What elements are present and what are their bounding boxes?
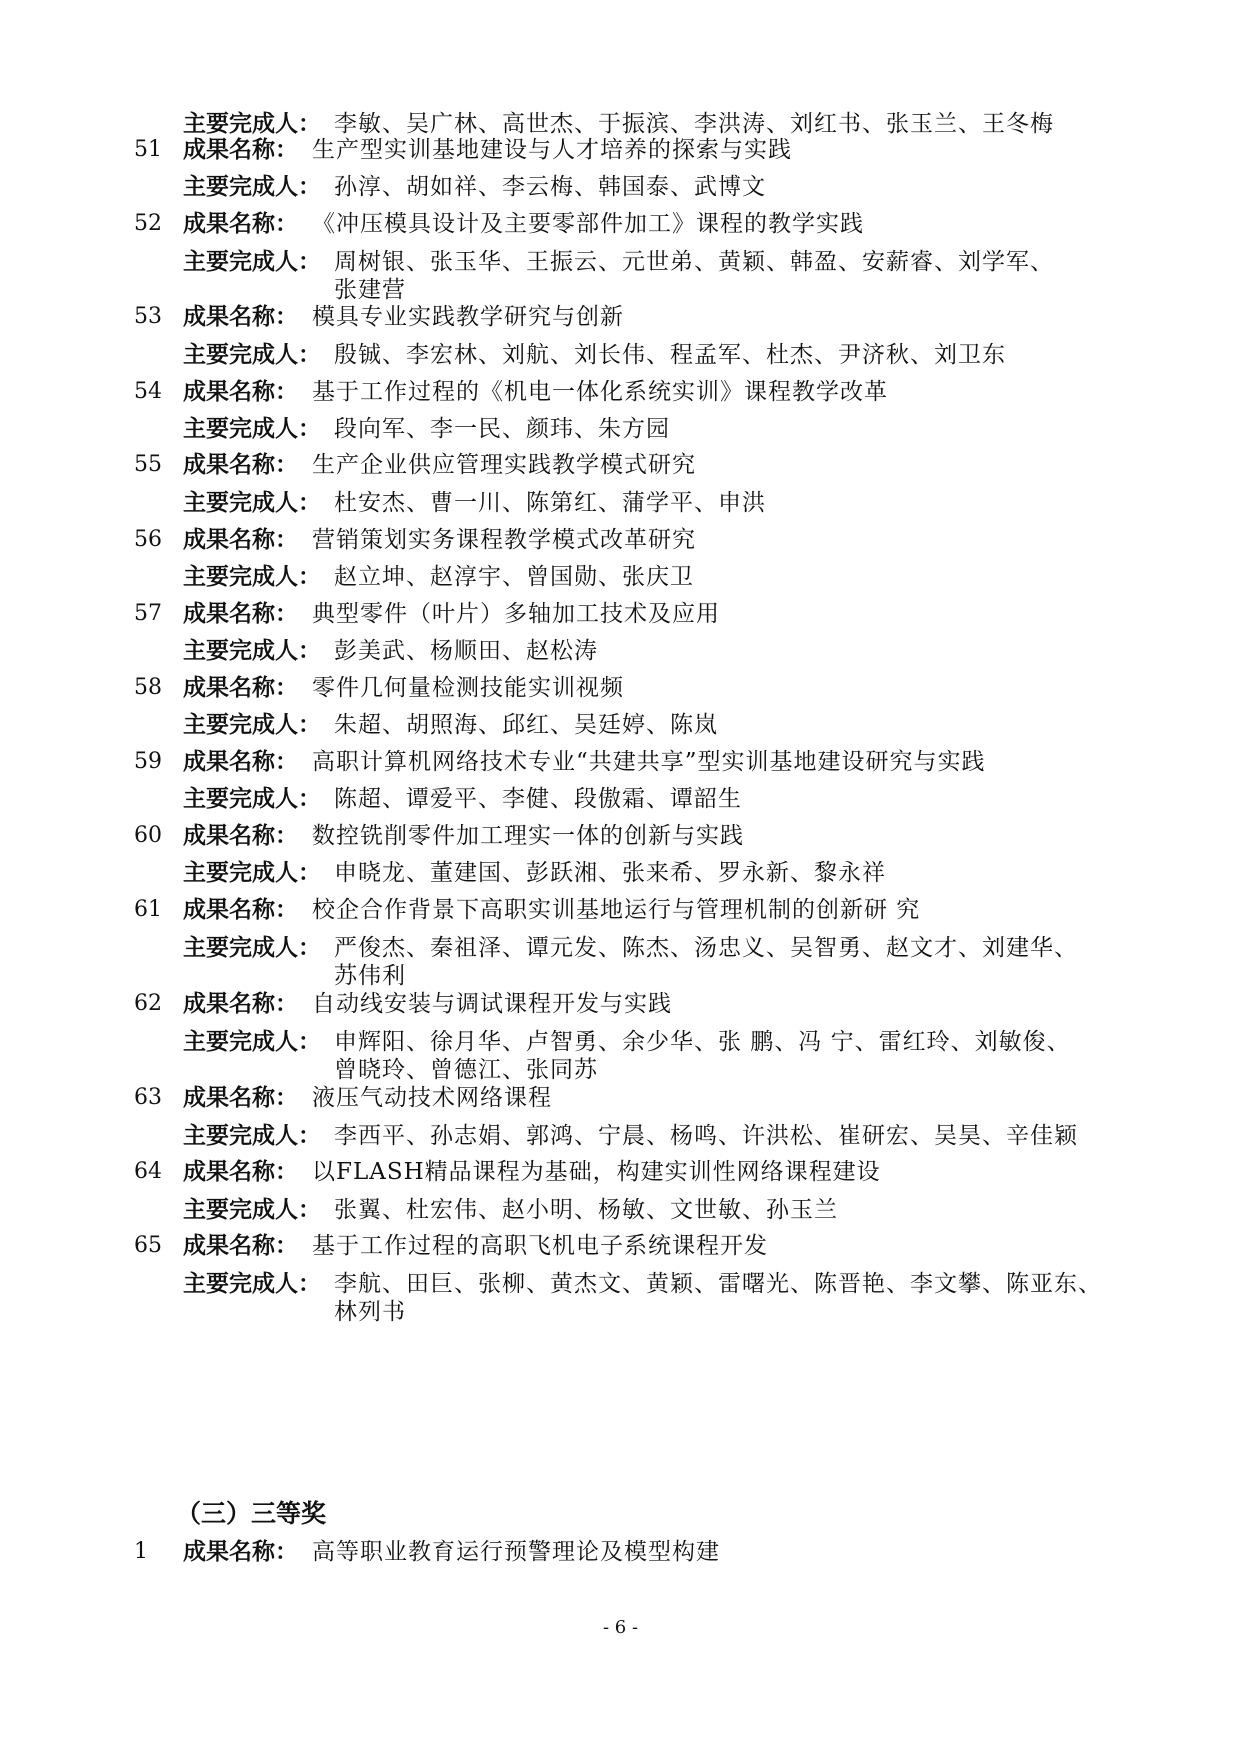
- people-continuation: 苏伟利: [334, 963, 406, 989]
- people-value: 孙淳、胡如祥、李云梅、韩国泰、武博文: [334, 174, 766, 200]
- entry-number: 52: [134, 211, 162, 236]
- people-label: 主要完成人：: [183, 342, 321, 368]
- entry-62-name-line: [0, 984, 1241, 1024]
- people-value: 张翼、杜宏伟、赵小明、杨敏、文世敏、孙玉兰: [334, 1197, 838, 1223]
- name-label: 成果名称：: [183, 991, 298, 1017]
- entry-number: 55: [134, 452, 162, 477]
- people-value: 李航、田巨、张柳、黄杰文、黄颖、雷曙光、陈晋艳、李文攀、陈亚东、: [334, 1271, 1102, 1297]
- third-entry-1-name-line: [0, 1532, 1241, 1572]
- entry-59-people-line: [0, 779, 1241, 819]
- people-value: 李敏、吴广林、高世杰、于振滨、李洪涛、刘红书、张玉兰、王冬梅: [334, 111, 1054, 137]
- entry-57-people-line: [0, 631, 1241, 671]
- achievement-name: 典型零件（叶片）多轴加工技术及应用: [312, 601, 720, 627]
- people-label: 主要完成人：: [183, 860, 321, 886]
- name-label: 成果名称：: [183, 675, 298, 701]
- people-label: 主要完成人：: [183, 786, 321, 812]
- achievement-name: 基于工作过程的《机电一体化系统实训》课程教学改革: [312, 379, 888, 405]
- entry-number: 58: [134, 675, 162, 700]
- name-label: 成果名称：: [183, 1233, 298, 1259]
- people-value: 申晓龙、董建国、彭跃湘、张来希、罗永新、黎永祥: [334, 860, 886, 886]
- achievement-name: 液压气动技术网络课程: [312, 1085, 552, 1111]
- entry-number: 59: [134, 749, 162, 774]
- people-label: 主要完成人：: [183, 174, 321, 200]
- people-value: 李西平、孙志娟、郭鸿、宁晨、杨鸣、许洪松、崔研宏、吴昊、辛佳颖: [334, 1123, 1078, 1149]
- name-label: 成果名称：: [183, 211, 298, 237]
- entry-number: 65: [134, 1233, 162, 1258]
- achievement-name: 生产型实训基地建设与人才培养的探索与实践: [312, 137, 792, 163]
- people-label: 主要完成人：: [183, 490, 321, 516]
- name-label: 成果名称：: [183, 137, 298, 163]
- name-label: 成果名称：: [183, 1539, 298, 1565]
- entry-61-name-line: [0, 890, 1241, 930]
- entry-55-name-line: [0, 445, 1241, 485]
- people-continuation: 张建营: [334, 277, 406, 303]
- people-continuation: 林列书: [334, 1299, 406, 1325]
- people-value: 严俊杰、秦祖泽、谭元发、陈杰、汤忠义、吴智勇、赵文才、刘建华、: [334, 935, 1078, 961]
- entry-53-people-line: [0, 335, 1241, 375]
- name-label: 成果名称：: [183, 452, 298, 478]
- entry-63-name-line: [0, 1078, 1241, 1118]
- achievement-name: 生产企业供应管理实践教学模式研究: [312, 452, 696, 478]
- entry-54-name-line: [0, 372, 1241, 412]
- entry-56-people-line: [0, 557, 1241, 597]
- name-label: 成果名称：: [183, 1159, 298, 1185]
- people-value: 周树银、张玉华、王振云、元世弟、黄颖、韩盈、安薪睿、刘学军、: [334, 249, 1054, 275]
- people-value: 殷铖、李宏林、刘航、刘长伟、程孟军、杜杰、尹济秋、刘卫东: [334, 342, 1006, 368]
- entry-59-name-line: [0, 742, 1241, 782]
- entry-55-people-line: [0, 483, 1241, 523]
- section-heading: （三）三等奖: [176, 1499, 327, 1528]
- achievement-name: 高职计算机网络技术专业“共建共享”型实训基地建设研究与实践: [312, 749, 986, 775]
- entry-56-name-line: [0, 520, 1241, 560]
- entry-53-name-line: [0, 297, 1241, 337]
- entry-number: 53: [134, 304, 162, 329]
- achievement-name: 《冲压模具设计及主要零部件加工》课程的教学实践: [312, 211, 864, 237]
- entry-number: 60: [134, 823, 162, 848]
- achievement-name: 营销策划实务课程教学模式改革研究: [312, 527, 696, 553]
- people-label: 主要完成人：: [183, 564, 321, 590]
- people-label: 主要完成人：: [183, 1271, 321, 1297]
- people-value: 赵立坤、赵淳宇、曾国勋、张庆卫: [334, 564, 694, 590]
- entry-number: 63: [134, 1085, 162, 1110]
- entry-number: 64: [134, 1159, 162, 1184]
- achievement-name: 基于工作过程的高职飞机电子系统课程开发: [312, 1233, 768, 1259]
- entry-60-name-line: [0, 816, 1241, 856]
- people-label: 主要完成人：: [183, 249, 321, 275]
- achievement-name: 校企合作背景下高职实训基地运行与管理机制的创新研 究: [312, 897, 921, 923]
- people-value: 杜安杰、曹一川、陈第红、蒲学平、申洪: [334, 490, 766, 516]
- people-value: 申辉阳、徐月华、卢智勇、余少华、张 鹏、冯 宁、雷红玲、刘敏俊、: [334, 1029, 1071, 1055]
- people-label: 主要完成人：: [183, 1197, 321, 1223]
- entry-number: 1: [134, 1539, 148, 1564]
- entry-64-people-line: [0, 1190, 1241, 1230]
- achievement-name: 模具专业实践教学研究与创新: [312, 304, 624, 330]
- entry-63-people-line: [0, 1116, 1241, 1156]
- name-label: 成果名称：: [183, 379, 298, 405]
- achievement-name: 以FLASH精品课程为基础，构建实训性网络课程建设: [312, 1159, 881, 1185]
- people-label: 主要完成人：: [183, 935, 321, 961]
- achievement-name: 自动线安装与调试课程开发与实践: [312, 991, 672, 1017]
- people-label: 主要完成人：: [183, 638, 321, 664]
- name-label: 成果名称：: [183, 527, 298, 553]
- people-value: 朱超、胡照海、邱红、吴廷婷、陈岚: [334, 712, 718, 738]
- people-value: 陈超、谭爱平、李健、段傲霜、谭韶生: [334, 786, 742, 812]
- name-label: 成果名称：: [183, 749, 298, 775]
- entry-number: 56: [134, 527, 162, 552]
- entry-number: 54: [134, 379, 162, 404]
- name-label: 成果名称：: [183, 601, 298, 627]
- people-value: 彭美武、杨顺田、赵松涛: [334, 638, 598, 664]
- entry-64-name-line: [0, 1152, 1241, 1192]
- entry-number: 57: [134, 601, 162, 626]
- entry-number: 61: [134, 897, 162, 922]
- entry-number: 62: [134, 991, 162, 1016]
- name-label: 成果名称：: [183, 304, 298, 330]
- people-label: 主要完成人：: [183, 111, 321, 137]
- people-label: 主要完成人：: [183, 712, 321, 738]
- entry-58-name-line: [0, 668, 1241, 708]
- entry-57-name-line: [0, 594, 1241, 634]
- people-label: 主要完成人：: [183, 1123, 321, 1149]
- achievement-name: 数控铣削零件加工理实一体的创新与实践: [312, 823, 744, 849]
- entry-51-name-line: [0, 130, 1241, 170]
- achievement-name: 零件几何量检测技能实训视频: [312, 675, 624, 701]
- entry-52-name-line: [0, 204, 1241, 244]
- people-label: 主要完成人：: [183, 416, 321, 442]
- entry-65-name-line: [0, 1226, 1241, 1266]
- entry-60-people-line: [0, 853, 1241, 893]
- page-number: - 6 -: [602, 1617, 639, 1638]
- people-value: 段向军、李一民、颜玮、朱方园: [334, 416, 670, 442]
- achievement-name: 高等职业教育运行预警理论及模型构建: [312, 1539, 720, 1565]
- name-label: 成果名称：: [183, 823, 298, 849]
- entry-54-people-line: [0, 409, 1241, 449]
- entry-58-people-line: [0, 705, 1241, 745]
- name-label: 成果名称：: [183, 1085, 298, 1111]
- name-label: 成果名称：: [183, 897, 298, 923]
- people-label: 主要完成人：: [183, 1029, 321, 1055]
- entry-number: 51: [134, 137, 162, 162]
- people-continuation: 曾晓玲、曾德江、张同苏: [334, 1057, 598, 1083]
- entry-51-people-line: [0, 167, 1241, 207]
